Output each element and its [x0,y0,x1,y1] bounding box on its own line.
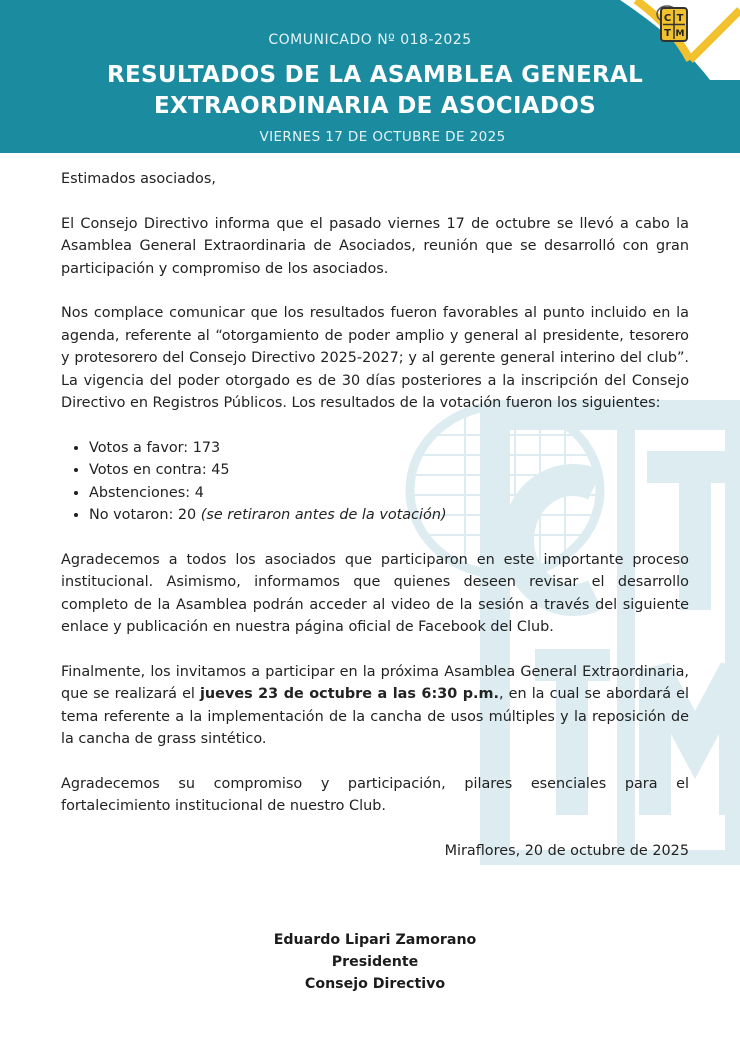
document-title [0,60,740,122]
vote-item-no-votaron [89,504,689,527]
assembly-date: VIERNES 17 DE OCTUBRE DE 2025 [259,129,506,145]
place-and-date: Miraflores, 20 de octubre de 2025 [444,842,689,859]
signer-body: Consejo Directivo [304,976,446,992]
no-votaron-note: (se retiraron antes de la votación) [200,507,447,523]
vote-item-abstenciones: • Abstenciones: 4 [89,482,689,505]
logo-letter-c: C [663,13,672,24]
paragraph-next-assembly [61,661,689,751]
vote-results-list [61,437,689,527]
logo-letter-t1: T [676,13,684,24]
title-line-2: EXTRAORDINARIA DE ASOCIADOS [154,93,596,119]
next-assembly-text-a: Finalmente, los invitamos a participar en la próxima Asamblea General Extraordinaria, que se realizará el [61,663,689,702]
paragraph-intro: El Consejo Directivo informa que el pasado viernes 17 de octubre se llevó a cabo la Asamblea General Extraordinaria de Asociados, reunión que se desarrolló con gran participación y compromiso de los asociados. [61,215,689,277]
comunicado-number: COMUNICADO Nº 018-2025 [268,32,472,48]
logo-letter-t2: T [664,28,671,39]
signer-role: Presidente [331,954,419,970]
letter-body [61,168,689,862]
greeting: Estimados asociados, [61,171,216,187]
signer-name: Eduardo Lipari Zamorano [273,932,477,948]
next-assembly-text-b: , en la cual se abordará el tema referente a la implementación de la cancha de usos múltiples y la reposición de la cancha de grass sintético. [61,686,689,747]
next-assembly-datetime: jueves 23 de octubre a las 6:30 p.m. [200,686,499,702]
title-line-1: RESULTADOS DE LA ASAMBLEA GENERAL [106,62,644,88]
logo-letter-m: M [675,29,685,39]
paragraph-thanks: Agradecemos a todos los asociados que participaron en este importante proceso institucional. Asimismo, informamos que quienes deseen revisar el desarrollo completo de la Asamblea podrán acceder al video de la sesión a través del siguiente enlace y publicación en nuestra página oficial de Facebook del Club. [61,551,689,635]
paragraph-results: Nos complace comunicar que los resultados fueron favorables al punto incluido en la agenda, referente al “otorgamiento de poder amplio y general al presidente, tesorero y protesorero del Consejo Directivo 2025-2027; y al gerente general interino del club”. La vigencia del poder otorgado es de 30 días posteriores a la inscripción del Consejo Directivo en Registros Públicos. Los resultados de la votación fueron los siguientes: [61,305,689,411]
no-votaron-text: No votaron: 20 [89,507,197,523]
signature-block [0,929,740,995]
vote-item-contra: • Votos en contra: 45 [89,459,689,482]
vote-item-favor: • Votos a favor: 173 [89,437,689,460]
paragraph-closing: Agradecemos su compromiso y participación, pilares esenciales para el fortalecimiento institucional de nuestro Club. [61,775,689,814]
header-banner [0,0,740,153]
